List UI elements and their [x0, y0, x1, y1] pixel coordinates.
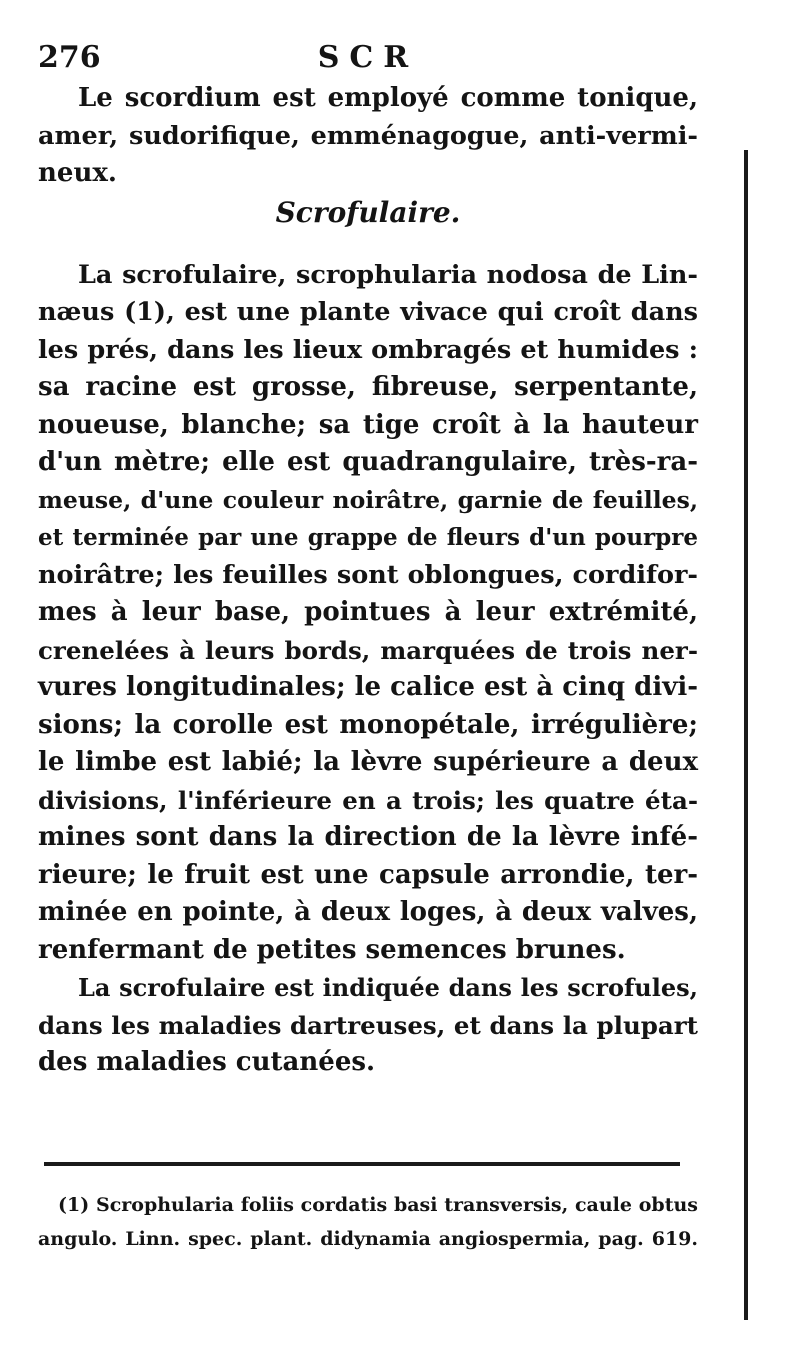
running-head: SCR [317, 40, 419, 75]
text-line: mes à leur base, pointues à leur extrémité, [38, 597, 698, 627]
section-heading: Scrofulaire. [275, 195, 461, 229]
text-line: La scrofulaire est indiquée dans les scrofules, [78, 973, 698, 1002]
text-line: amer, sudorifique, emménagogue, anti-vermi- [38, 120, 698, 151]
text-line: divisions, l'inférieure en a trois; les quatre éta- [38, 785, 698, 815]
text-line: noueuse, blanche; sa tige croît à la hauteur [38, 409, 698, 440]
text-line: et terminée par une grappe de fleurs d'un pourpre [38, 524, 698, 551]
text-line: dans les maladies dartreuses, et dans la plupart [38, 1010, 698, 1040]
text-line: noirâtre; les feuilles sont oblongues, cordifor- [38, 559, 698, 590]
text-line: meuse, d'une couleur noirâtre, garnie de feuilles, [38, 485, 698, 514]
text-line: mines sont dans la direction de la lèvre infé- [38, 822, 698, 852]
page-header [38, 38, 698, 78]
page-number: 276 [38, 40, 101, 75]
text-line: les prés, dans les lieux ombragés et humides : [38, 334, 698, 365]
heading-spacer [38, 233, 698, 257]
text-line: næus (1), est une plante vivace qui croît dans [38, 297, 698, 327]
text-line: vures longitudinales; le calice est à cinq divi- [38, 672, 698, 702]
text-line: des maladies cutanées. [38, 1047, 376, 1077]
text-line: Le scordium est employé comme tonique, [78, 83, 698, 113]
text-line: rieure; le fruit est une capsule arrondie, ter- [38, 859, 698, 890]
text-line: sa racine est grosse, fibreuse, serpentante, [38, 372, 698, 402]
page-edge-rule [744, 150, 748, 1320]
footnote-line: angulo. Linn. spec. plant. didynamia angiospermia, pag. 619. [38, 1228, 698, 1250]
text-line: crenelées à leurs bords, marquées de trois ner- [38, 635, 698, 665]
footnote [38, 1188, 698, 1256]
text-line: neux. [38, 158, 117, 188]
text-line: minée en pointe, à deux loges, à deux valves, [38, 897, 698, 927]
text-line: renfermant de petites semences brunes. [38, 934, 626, 965]
body-text [38, 80, 698, 1082]
text-line: La scrofulaire, scrophularia nodosa de Lin- [78, 259, 698, 290]
text-line: d'un mètre; elle est quadrangulaire, très-ra- [38, 447, 698, 477]
text-line: le limbe est labié; la lèvre supérieure a deux [38, 747, 698, 777]
footnote-divider [44, 1162, 680, 1166]
text-line: sions; la corolle est monopétale, irrégulière; [38, 709, 698, 740]
footnote-line: (1) Scrophularia foliis cordatis basi transversis, caule obtus [58, 1194, 698, 1216]
